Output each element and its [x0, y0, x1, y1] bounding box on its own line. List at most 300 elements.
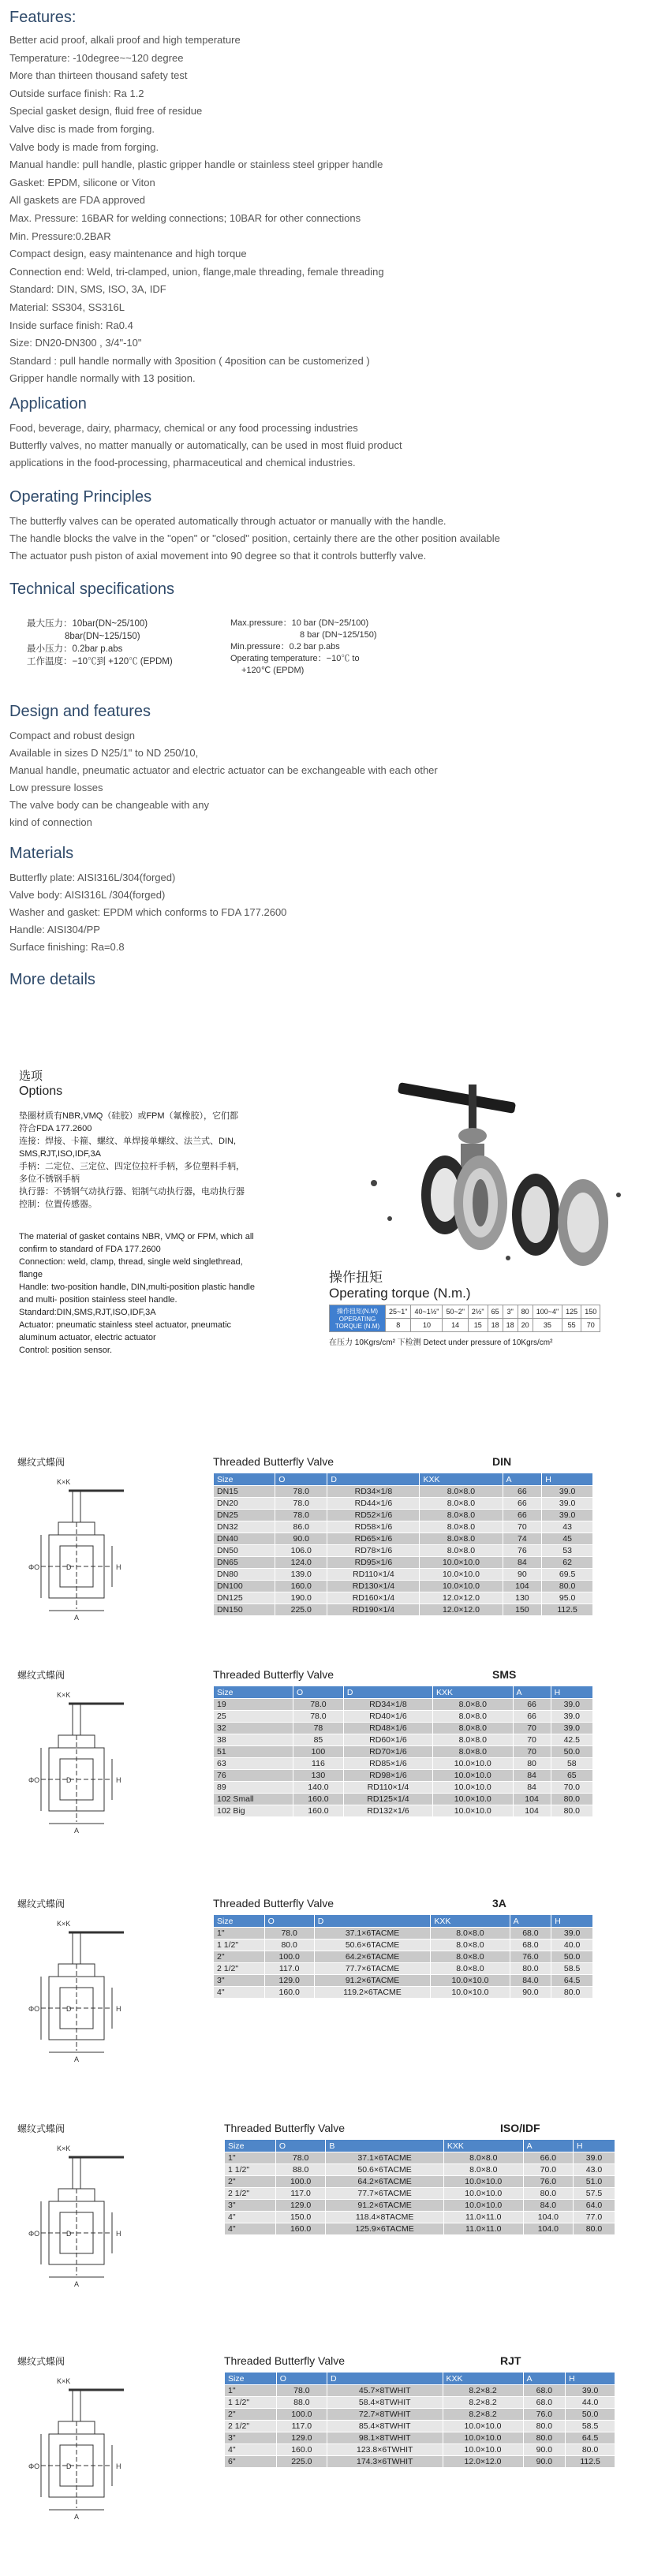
- technical-cn: [27, 618, 173, 668]
- table-cell: 80.0: [566, 2444, 615, 2456]
- table-cell: 2 1/2": [225, 2421, 277, 2432]
- torque-size-cell: 2½": [468, 1305, 488, 1319]
- table-cell: 160.0: [293, 1805, 343, 1817]
- table-cell: 58.4×8TWHIT: [327, 2397, 443, 2409]
- table-row: [225, 2421, 615, 2432]
- table-standard: DIN: [492, 1455, 512, 1468]
- options-en-line: Handle: two-position handle, DIN,multi-position plastic handle: [19, 1282, 255, 1292]
- table-cell: 64.2×6TACME: [314, 1951, 431, 1963]
- table-cell: 84: [513, 1782, 551, 1794]
- svg-text:H: H: [116, 2005, 121, 2013]
- table-cell: 88.0: [276, 2397, 327, 2409]
- table-cell: 10.0×10.0: [433, 1782, 514, 1794]
- threaded-table-block-din: [9, 1455, 641, 1652]
- table-row: [214, 1782, 593, 1794]
- application-line: applications in the food-processing, pharmaceutical and chemical industries.: [9, 457, 356, 469]
- options-en-line: Standard:DIN,SMS,RJT,ISO,IDF,3A: [19, 1308, 156, 1317]
- table-cell: 123.8×6TWHIT: [327, 2444, 443, 2456]
- features-line: Size: DN20-DN300 , 3/4"-10": [9, 337, 142, 349]
- table-cell: 39.0: [566, 2385, 615, 2397]
- dimension-table: [213, 1473, 593, 1616]
- table-cell: 91.2×6TACME: [326, 2200, 444, 2212]
- table-cell: 50.0: [551, 1746, 592, 1758]
- table-cell: 124.0: [275, 1557, 327, 1569]
- torque-value-cell: 14: [443, 1319, 468, 1332]
- table-cell: 84.0: [523, 2200, 573, 2212]
- table-header-cell: D: [327, 1473, 420, 1486]
- svg-text:ΦO: ΦO: [28, 1776, 40, 1784]
- table-cell: 10.0×10.0: [431, 1975, 510, 1987]
- table-cell: 10.0×10.0: [443, 2421, 523, 2432]
- table-row: [214, 1711, 593, 1723]
- table-cell: 8.0×8.0: [433, 1723, 514, 1734]
- table-cell: 3": [214, 1975, 265, 1987]
- table-cell: 90.0: [523, 2456, 566, 2468]
- table-cell: 80.0: [264, 1939, 314, 1951]
- table-cell: 70: [513, 1734, 551, 1746]
- table-cell: 76.0: [523, 2409, 566, 2421]
- table-cell: 50.6×6TACME: [314, 1939, 431, 1951]
- table-cell: 78.0: [293, 1699, 343, 1711]
- table-cell: 91.2×6TACME: [314, 1975, 431, 1987]
- table-cell: 106.0: [275, 1545, 327, 1557]
- table-cell: 10.0×10.0: [433, 1794, 514, 1805]
- table-cell: 78.0: [276, 2385, 327, 2397]
- features-line: All gaskets are FDA approved: [9, 194, 145, 207]
- application-section: [9, 394, 641, 472]
- torque-cn-title: 操作扭矩: [329, 1270, 383, 1285]
- table-cell: 8.0×8.0: [433, 1699, 514, 1711]
- table-cell: 117.0: [264, 1963, 314, 1975]
- svg-text:K×K: K×K: [57, 2377, 71, 2385]
- table-cell: 8.0×8.0: [420, 1521, 503, 1533]
- table-cell: 68.0: [510, 1928, 551, 1939]
- table-cell: 70.0: [523, 2164, 573, 2176]
- table-cell: 1 1/2": [225, 2164, 276, 2176]
- svg-text:A: A: [74, 1614, 80, 1622]
- features-line: Standard: DIN, SMS, ISO, 3A, IDF: [9, 283, 166, 296]
- design-line: Available in sizes D N25/1" to ND 250/10,: [9, 747, 199, 759]
- table-cell: 100.0: [264, 1951, 314, 1963]
- table-cn-title: 螺纹式蝶阀: [17, 2123, 65, 2134]
- table-cell: 58.5: [551, 1963, 593, 1975]
- table-cell: 32: [214, 1723, 293, 1734]
- table-cell: RD78×1/6: [327, 1545, 420, 1557]
- table-cell: 8.0×8.0: [431, 1928, 510, 1939]
- table-cell: 57.5: [574, 2188, 615, 2200]
- table-cell: DN25: [214, 1510, 275, 1521]
- table-header-cell: H: [542, 1473, 593, 1486]
- table-cell: 39.0: [551, 1711, 592, 1723]
- table-row: [225, 2200, 615, 2212]
- table-row: [214, 1533, 593, 1545]
- table-cell: 8.2×8.2: [443, 2409, 523, 2421]
- table-cell: 8.0×8.0: [420, 1545, 503, 1557]
- table-cell: 58.5: [566, 2421, 615, 2432]
- table-row: [225, 2385, 615, 2397]
- table-header-cell: O: [264, 1915, 314, 1928]
- table-cell: 66: [503, 1510, 542, 1521]
- materials-line: Butterfly plate: AISI316L/304(forged): [9, 872, 176, 883]
- table-cell: 104.0: [523, 2223, 573, 2235]
- design-line: kind of connection: [9, 816, 92, 828]
- torque-size-cell: 150: [581, 1305, 600, 1319]
- table-header-row: [214, 1473, 593, 1486]
- table-cell: RD40×1/6: [343, 1711, 432, 1723]
- table-cell: 6": [225, 2456, 277, 2468]
- materials-section: [9, 844, 641, 956]
- table-header-cell: KXK: [443, 2140, 523, 2152]
- table-cell: 8.0×8.0: [420, 1510, 503, 1521]
- features-line: Min. Pressure:0.2BAR: [9, 230, 111, 242]
- options-cn-line: SMS,RJT,ISO,IDF,3A: [19, 1149, 101, 1159]
- table-cell: 3": [225, 2432, 277, 2444]
- table-row: [214, 1746, 593, 1758]
- table-header-cell: Size: [214, 1686, 293, 1699]
- table-header-cell: H: [551, 1686, 592, 1699]
- operating-line: The butterfly valves can be operated automatically through actuator or manually with the handle.: [9, 515, 447, 527]
- table-cell: 10.0×10.0: [443, 2176, 523, 2188]
- table-cell: 1": [225, 2385, 277, 2397]
- table-cn-title: 螺纹式蝶阀: [17, 1670, 65, 1681]
- dimension-table: [224, 2139, 615, 2235]
- table-row: [225, 2397, 615, 2409]
- table-cell: RD48×1/6: [343, 1723, 432, 1734]
- features-list: [9, 32, 641, 388]
- features-line: Standard : pull handle normally with 3position ( 4position can be customerized ): [9, 354, 370, 367]
- design-list: [9, 727, 641, 831]
- materials-line: Handle: AISI304/PP: [9, 924, 100, 935]
- materials-title: Materials: [9, 845, 74, 862]
- table-cell: 8.0×8.0: [420, 1486, 503, 1498]
- table-cell: 10.0×10.0: [443, 2432, 523, 2444]
- table-row: [225, 2409, 615, 2421]
- table-cell: 84: [503, 1557, 542, 1569]
- table-row: [225, 2176, 615, 2188]
- table-header-cell: A: [513, 1686, 551, 1699]
- table-cell: 8.2×8.2: [443, 2385, 523, 2397]
- table-cell: DN15: [214, 1486, 275, 1498]
- options-cn-line: 控制：位置传感器。: [19, 1200, 97, 1209]
- operating-line: The actuator push piston of axial movement into 90 degree so that it controls butterfly valve.: [9, 550, 427, 562]
- table-cell: 76.0: [510, 1951, 551, 1963]
- svg-text:D: D: [66, 2462, 72, 2470]
- features-line: Special gasket design, fluid free of residue: [9, 105, 203, 118]
- table-cell: 51.0: [574, 2176, 615, 2188]
- table-cell: 10.0×10.0: [443, 2188, 523, 2200]
- table-row: [214, 1939, 593, 1951]
- table-cell: 66: [513, 1711, 551, 1723]
- table-cell: 112.5: [542, 1604, 593, 1616]
- design-line: The valve body can be changeable with any: [9, 799, 209, 811]
- table-cell: 112.5: [566, 2456, 615, 2468]
- table-cell: 64.2×6TACME: [326, 2176, 444, 2188]
- table-cell: 174.3×6TWHIT: [327, 2456, 443, 2468]
- spec-en-temp2: +120℃ (EPDM): [241, 666, 305, 675]
- table-header-cell: H: [551, 1915, 593, 1928]
- table-cell: 10.0×10.0: [443, 2444, 523, 2456]
- features-line: Connection end: Weld, tri-clamped, union, flange,male threading, female threading: [9, 265, 384, 278]
- table-cell: 2": [214, 1951, 265, 1963]
- table-cell: 190.0: [275, 1592, 327, 1604]
- application-title: Application: [9, 395, 87, 413]
- table-cell: 10.0×10.0: [420, 1581, 503, 1592]
- table-row: [214, 1758, 593, 1770]
- table-cell: RD190×1/4: [327, 1604, 420, 1616]
- features-line: Gripper handle normally with 13 position.: [9, 372, 196, 385]
- options-cn-title: 选项: [19, 1070, 43, 1083]
- options-en-title: Options: [19, 1085, 63, 1098]
- table-cell: 1": [214, 1928, 265, 1939]
- materials-line: Surface finishing: Ra=0.8: [9, 941, 125, 953]
- valve-dimension-drawing: [25, 1917, 144, 2070]
- table-cell: 125.9×6TACME: [326, 2223, 444, 2235]
- technical-title: Technical specifications: [9, 581, 174, 598]
- table-cell: 39.0: [551, 1699, 592, 1711]
- table-cell: 50.0: [551, 1951, 593, 1963]
- operating-title: Operating Principles: [9, 488, 152, 506]
- spec-cn-max: 最大压力：10bar(DN~25/100): [27, 619, 148, 629]
- table-cell: 80.0: [523, 2188, 573, 2200]
- table-cell: 140.0: [293, 1782, 343, 1794]
- options-en-line: confirm to standard of FDA 177.2600: [19, 1245, 161, 1254]
- options-en-text: [19, 1230, 255, 1357]
- table-cell: 12.0×12.0: [420, 1592, 503, 1604]
- torque-value-cell: 35: [533, 1319, 562, 1332]
- table-cell: 68.0: [523, 2385, 566, 2397]
- table-cell: 3": [225, 2200, 276, 2212]
- table-cell: 90: [503, 1569, 542, 1581]
- table-row: [225, 2152, 615, 2164]
- table-cell: 8.0×8.0: [433, 1734, 514, 1746]
- table-cell: 66.0: [523, 2152, 573, 2164]
- table-cell: 80.0: [574, 2223, 615, 2235]
- table-cell: RD34×1/8: [327, 1486, 420, 1498]
- features-line: Temperature: -10degree~~120 degree: [9, 51, 184, 64]
- table-header-cell: KXK: [420, 1473, 503, 1486]
- torque-size-cell: 100~4": [533, 1305, 562, 1319]
- table-cell: 80.0: [551, 1794, 592, 1805]
- table-cell: 72.7×8TWHIT: [327, 2409, 443, 2421]
- table-cell: 129.0: [275, 2200, 325, 2212]
- table-cell: DN100: [214, 1581, 275, 1592]
- table-cell: 69.5: [542, 1569, 593, 1581]
- table-cell: 4": [214, 1987, 265, 1999]
- table-header-cell: H: [574, 2140, 615, 2152]
- table-cell: 2": [225, 2176, 276, 2188]
- table-cell: 118.4×8TACME: [326, 2212, 444, 2223]
- application-line: Food, beverage, dairy, pharmacy, chemical or any food processing industries: [9, 422, 358, 434]
- table-cell: 119.2×6TACME: [314, 1987, 431, 1999]
- table-cell: 77.0: [574, 2212, 615, 2223]
- table-cell: 8.0×8.0: [443, 2152, 523, 2164]
- table-header-cell: O: [293, 1686, 343, 1699]
- table-cell: RD130×1/4: [327, 1581, 420, 1592]
- table-row: [214, 1592, 593, 1604]
- torque-size-cell: 25~1": [386, 1305, 411, 1319]
- table-cell: 39.0: [542, 1486, 593, 1498]
- table-row: [214, 1521, 593, 1533]
- table-cell: 84.0: [510, 1975, 551, 1987]
- svg-text:D: D: [66, 1776, 72, 1784]
- table-cell: DN32: [214, 1521, 275, 1533]
- design-section: [9, 702, 641, 831]
- valve-dimension-drawing: [25, 2374, 144, 2528]
- table-cell: 90.0: [275, 1533, 327, 1545]
- table-cell: 100.0: [275, 2176, 325, 2188]
- threaded-table-block-3a: [9, 1897, 641, 2094]
- design-line: Manual handle, pneumatic actuator and electric actuator can be exchangeable with each other: [9, 764, 438, 776]
- table-header-row: [214, 1686, 593, 1699]
- options-cn-text: [19, 1110, 245, 1211]
- spec-en-temp: Operating temperature：−10℃ to: [230, 654, 360, 663]
- table-row: [214, 1569, 593, 1581]
- spec-cn-temp: 工作温度：−10℃到 +120℃ (EPDM): [27, 657, 173, 666]
- table-cell: 4": [225, 2444, 277, 2456]
- options-en-line: The material of gasket contains NBR, VMQ or FPM, which all: [19, 1232, 254, 1241]
- table-row: [214, 1805, 593, 1817]
- table-cell: 4": [225, 2223, 276, 2235]
- table-cell: 80.0: [510, 1963, 551, 1975]
- table-cell: 104: [513, 1794, 551, 1805]
- table-cell: 66: [503, 1486, 542, 1498]
- features-title: Features:: [9, 9, 77, 26]
- table-cell: RD44×1/6: [327, 1498, 420, 1510]
- table-cell: 76: [503, 1545, 542, 1557]
- table-row: [214, 1963, 593, 1975]
- table-cell: 50.6×6TACME: [326, 2164, 444, 2176]
- design-line: Compact and robust design: [9, 730, 135, 741]
- table-cell: 89: [214, 1782, 293, 1794]
- svg-text:H: H: [116, 1776, 121, 1784]
- table-cell: RD52×1/6: [327, 1510, 420, 1521]
- table-cell: 139.0: [275, 1569, 327, 1581]
- table-cell: 80.0: [523, 2421, 566, 2432]
- technical-section: [9, 580, 641, 599]
- valve-dimension-drawing: [25, 1688, 144, 1842]
- table-cell: 85: [293, 1734, 343, 1746]
- svg-text:ΦO: ΦO: [28, 1563, 40, 1571]
- table-cell: 43.0: [574, 2164, 615, 2176]
- table-cell: 78.0: [264, 1928, 314, 1939]
- table-cell: 76: [214, 1770, 293, 1782]
- table-cell: 8.2×8.2: [443, 2397, 523, 2409]
- svg-text:K×K: K×K: [57, 1478, 71, 1486]
- svg-text:H: H: [116, 2230, 121, 2238]
- table-cell: 117.0: [276, 2421, 327, 2432]
- dimension-table: [213, 1914, 593, 1999]
- table-cell: 64.5: [566, 2432, 615, 2444]
- table-cell: 10.0×10.0: [431, 1987, 510, 1999]
- table-cell: 2 1/2": [225, 2188, 276, 2200]
- table-cell: 4": [225, 2212, 276, 2223]
- table-cell: 150: [503, 1604, 542, 1616]
- table-cell: 10.0×10.0: [433, 1770, 514, 1782]
- table-cell: RD125×1/4: [343, 1794, 432, 1805]
- table-cell: 53: [542, 1545, 593, 1557]
- table-cn-title: 螺纹式蝶阀: [17, 1898, 65, 1910]
- table-cell: 11.0×11.0: [443, 2212, 523, 2223]
- table-cell: 77.7×6TACME: [326, 2188, 444, 2200]
- svg-text:D: D: [66, 1563, 72, 1571]
- spec-cn-max2: 8bar(DN~125/150): [65, 632, 140, 641]
- table-cell: 84: [513, 1770, 551, 1782]
- table-cell: RD65×1/6: [327, 1533, 420, 1545]
- options-cn-line: 垫圈材质有NBR,VMQ（硅胶）或FPM（氟橡胶），它们都: [19, 1111, 239, 1121]
- table-cell: 80.0: [551, 1987, 593, 1999]
- svg-text:A: A: [74, 2055, 80, 2063]
- operating-list: [9, 513, 641, 565]
- table-standard: RJT: [500, 2354, 521, 2367]
- torque-value-cell: 15: [468, 1319, 488, 1332]
- table-cell: RD85×1/6: [343, 1758, 432, 1770]
- table-cell: 42.5: [551, 1734, 592, 1746]
- features-line: More than thirteen thousand safety test: [9, 69, 188, 82]
- materials-list: [9, 869, 641, 956]
- table-cell: 39.0: [551, 1928, 593, 1939]
- table-header-cell: Size: [214, 1473, 275, 1486]
- table-row: [214, 1723, 593, 1734]
- table-header-cell: D: [343, 1686, 432, 1699]
- options-cn-line: 符合FDA 177.2600: [19, 1124, 92, 1133]
- threaded-table-block-isoidf: [9, 2122, 641, 2319]
- table-cell: 80.0: [523, 2432, 566, 2444]
- application-list: [9, 420, 641, 472]
- table-cell: 77.7×6TACME: [314, 1963, 431, 1975]
- svg-text:ΦO: ΦO: [28, 2005, 40, 2013]
- features-line: Inside surface finish: Ra0.4: [9, 319, 133, 331]
- table-cell: DN20: [214, 1498, 275, 1510]
- table-cell: 43: [542, 1521, 593, 1533]
- table-cell: 104: [513, 1805, 551, 1817]
- spec-cn-min: 最小压力：0.2bar p.abs: [27, 644, 123, 654]
- table-cell: 225.0: [276, 2456, 327, 2468]
- table-cell: 100: [293, 1746, 343, 1758]
- table-cell: DN65: [214, 1557, 275, 1569]
- table-cell: 70: [513, 1746, 551, 1758]
- features-line: Better acid proof, alkali proof and high temperature: [9, 34, 241, 46]
- svg-text:H: H: [116, 2462, 121, 2470]
- torque-size-cell: 50~2": [443, 1305, 468, 1319]
- table-cell: 8.0×8.0: [431, 1939, 510, 1951]
- table-cell: 117.0: [275, 2188, 325, 2200]
- table-header-cell: Size: [214, 1915, 265, 1928]
- table-cell: 129.0: [264, 1975, 314, 1987]
- table-row: [214, 1510, 593, 1521]
- table-header-cell: A: [523, 2140, 573, 2152]
- svg-text:A: A: [74, 2280, 80, 2288]
- table-row: [214, 1486, 593, 1498]
- table-row: [225, 2188, 615, 2200]
- table-cell: 51: [214, 1746, 293, 1758]
- operating-section: [9, 487, 641, 565]
- table-cell: 160.0: [264, 1987, 314, 1999]
- more-details-title: More details: [9, 971, 95, 988]
- table-row: [214, 1545, 593, 1557]
- table-title: Threaded Butterfly Valve: [213, 1897, 334, 1910]
- torque-value-cell: 70: [581, 1319, 600, 1332]
- table-header-cell: KXK: [443, 2373, 523, 2385]
- table-cell: 160.0: [275, 2223, 325, 2235]
- torque-size-cell: 125: [562, 1305, 581, 1319]
- options-title: [19, 1069, 62, 1099]
- table-header-cell: H: [566, 2373, 615, 2385]
- features-section: [9, 8, 641, 388]
- table-cell: 39.0: [574, 2152, 615, 2164]
- table-cell: 90.0: [523, 2444, 566, 2456]
- table-header-cell: A: [510, 1915, 551, 1928]
- features-line: Compact design, easy maintenance and high torque: [9, 248, 247, 260]
